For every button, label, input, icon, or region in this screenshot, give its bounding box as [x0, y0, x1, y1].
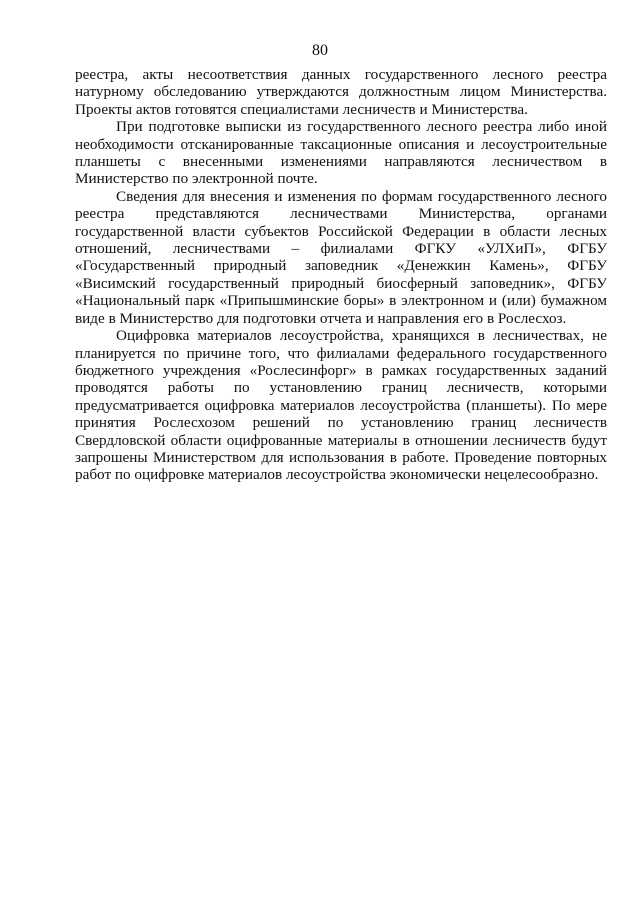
paragraph-extract-scanning: При подготовке выписки из государственного лесного реестра либо иной необходимости отсканированные таксационные описания и лесоустроительные планшеты с внесенными изменениями направляются лесничеством в Министерство по электронной почте.	[75, 118, 607, 188]
paragraph-digitization: Оцифровка материалов лесоустройства, хранящихся в лесничествах, не планируется по причине того, что филиалами федерального государственного бюджетного учреждения «Рослесинфорг» в рамках государственных заданий проводятся работы по установлению границ лесничеств, которыми предусматривается оцифровка материалов лесоустройства (планшеты). По мере принятия Рослесхозом решений по установлению границ лесничеств Свердловской области оцифрованные материалы в отношении лесничеств будут запрошены Министерством для использования в работе. Проведение повторных работ по оцифровке материалов лесоустройства экономически нецелесообразно.	[75, 327, 607, 484]
paragraph-register-submissions: Сведения для внесения и изменения по формам государственного лесного реестра представляются лесничествами Министерства, органами государственной власти субъектов Российской Федерации в области лесных отношений, лесничествами – филиалами ФГКУ «УЛХиП», ФГБУ «Государственный природный заповедник «Денежкин Камень», ФГБУ «Висимский государственный природный биосферный заповедник», ФГБУ «Национальный парк «Припышминские боры» в электронном и (или) бумажном виде в Министерство для подготовки отчета и направления его в Рослесхоз.	[75, 187, 607, 327]
page-number: 80	[312, 42, 328, 59]
paragraph-continuation: реестра, акты несоответствия данных государственного лесного реестра натурному обследованию утверждаются должностным лицом Министерства. Проекты актов готовятся специалистами лесничеств и Министерства.	[75, 66, 607, 118]
document-body	[75, 66, 607, 484]
